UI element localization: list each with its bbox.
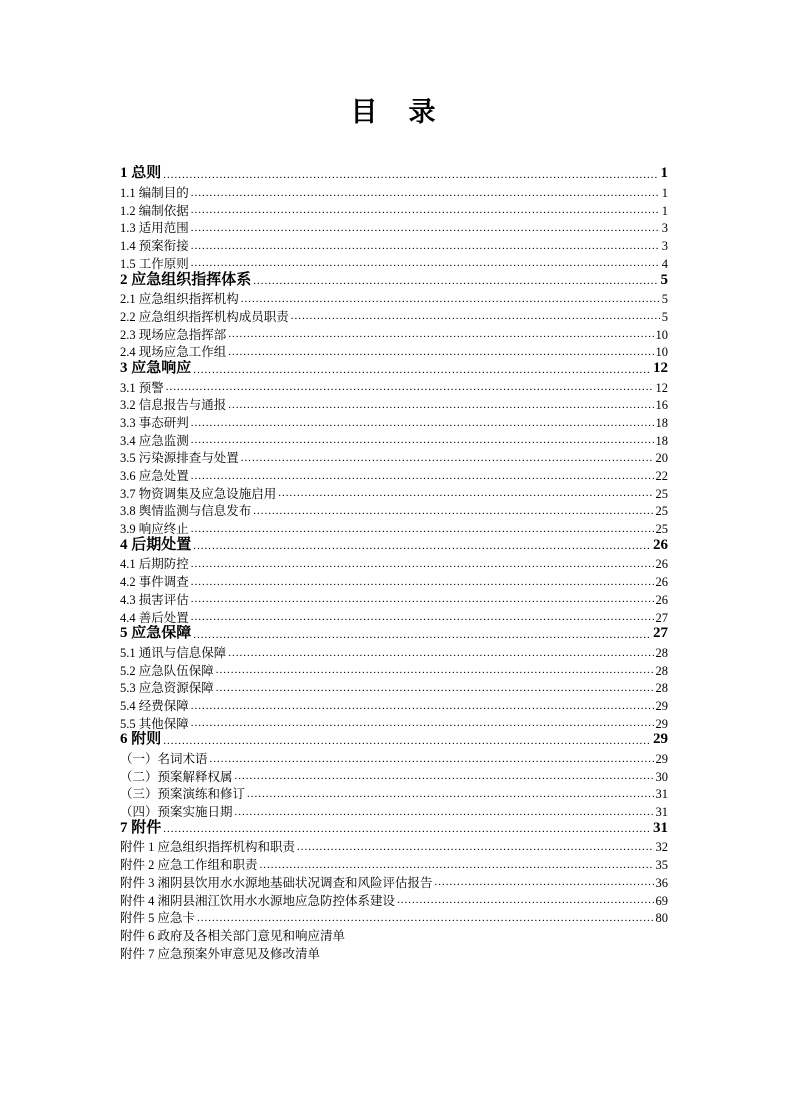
toc-entry [120, 466, 668, 484]
toc-entry-label: 3.3 事态研判 [120, 415, 189, 430]
toc-entry [120, 430, 668, 448]
toc-dot-leader [278, 487, 653, 501]
toc-entry [120, 713, 668, 731]
toc-entry [120, 377, 668, 395]
toc-entry-page: 16 [655, 398, 668, 413]
toc-entry-page: 26 [655, 592, 668, 607]
toc-entry-page: 18 [655, 433, 668, 448]
toc-dot-leader [228, 328, 653, 342]
toc-entry-label: 2.4 现场应急工作组 [120, 345, 227, 360]
toc-dot-leader [228, 399, 653, 413]
toc-entry [120, 448, 668, 466]
toc-entry-page: 3 [661, 221, 668, 236]
toc-entry-page: 28 [655, 681, 668, 696]
toc-dot-leader [191, 558, 654, 572]
toc-dot-leader [228, 647, 653, 661]
toc-entry-page: 20 [655, 451, 668, 466]
toc-entry-label: 3.2 信息报告与通报 [120, 398, 227, 413]
toc-dot-leader [253, 505, 653, 519]
toc-entry-label: 4 后期处置 [120, 536, 192, 553]
toc-entry [120, 483, 668, 501]
toc-entry-label: 附件 3 湘阴县饮用水水源地基础状况调查和风险评估报告 [120, 875, 433, 890]
toc-entry-page: 80 [655, 911, 668, 926]
toc-entry [120, 501, 668, 519]
toc-entry-label: 2.3 现场应急指挥部 [120, 327, 227, 342]
toc-dot-leader [191, 523, 654, 537]
toc-entry-label: 3.8 舆情监测与信息发布 [120, 504, 252, 519]
toc-entry-label: 1 总则 [120, 165, 162, 182]
toc-entry-label: 5.2 应急队伍保障 [120, 663, 214, 678]
toc-entry-label: 4.1 后期防控 [120, 557, 189, 572]
toc-entry [120, 943, 668, 961]
toc-entry [120, 289, 668, 307]
toc-entry [120, 855, 668, 873]
toc-entry-page: 29 [655, 698, 668, 713]
toc-entry-page: 29 [653, 731, 668, 748]
toc-entry [120, 236, 668, 254]
toc-entry-page: 31 [653, 819, 668, 836]
toc-entry [120, 342, 668, 360]
toc-entry-page: 4 [661, 256, 668, 271]
toc-entry-page: 10 [655, 345, 668, 360]
toc-entry-label: 2 应急组织指挥体系 [120, 271, 252, 288]
toc-dot-leader [193, 364, 651, 378]
page-title: 目 录 [350, 97, 438, 127]
toc-dot-leader [297, 841, 653, 855]
toc-entry-page: 31 [655, 787, 668, 802]
toc-entry-label: 5.3 应急资源保障 [120, 681, 214, 696]
toc-dot-leader [191, 593, 654, 607]
toc-entry [120, 643, 668, 661]
toc-entry [120, 554, 668, 572]
toc-entry [120, 519, 668, 537]
toc-entry-page: 25 [655, 486, 668, 501]
toc-entry [120, 890, 668, 908]
toc-entry [120, 784, 668, 802]
toc-entry-label: 1.4 预案衔接 [120, 239, 189, 254]
toc-entry [120, 837, 668, 855]
toc-dot-leader [191, 470, 654, 484]
toc-entry-page: 5 [661, 292, 668, 307]
toc-dot-leader [210, 753, 654, 767]
toc-entry-label: 附件 6 政府及各相关部门意见和响应清单 [120, 928, 346, 943]
toc-entry-label: 3.6 应急处置 [120, 469, 189, 483]
toc-entry [120, 413, 668, 431]
toc-dot-leader [193, 629, 651, 643]
toc-entry-page: 35 [655, 858, 668, 873]
toc-entry [120, 360, 668, 378]
toc-dot-leader [163, 823, 651, 837]
toc-entry-label: 3.4 应急监测 [120, 433, 189, 448]
toc-entry-page: 1 [661, 186, 668, 200]
toc-entry-label: 附件 5 应急卡 [120, 911, 196, 926]
toc-entry [120, 731, 668, 749]
toc-dot-leader [191, 417, 654, 431]
toc-dot-leader [397, 894, 653, 908]
toc-entry [120, 253, 668, 271]
toc-entry [120, 660, 668, 678]
toc-entry-page: 28 [655, 663, 668, 678]
toc-entry [120, 324, 668, 342]
toc-entry [120, 165, 668, 183]
toc-entry-label: 附件 1 应急组织指挥机构和职责 [120, 840, 296, 855]
toc-dot-leader [235, 770, 654, 784]
toc-entry [120, 873, 668, 891]
toc-dot-leader [163, 169, 658, 183]
toc-entry-page: 27 [655, 610, 668, 625]
toc-dot-leader [191, 187, 660, 201]
toc-entry-label: 3.1 预警 [120, 380, 164, 395]
toc-entry-label: 7 附件 [120, 819, 162, 836]
toc-entry-page: 30 [655, 769, 668, 784]
toc-entry-label: （二）预案解释权属 [120, 769, 233, 784]
toc-entry-label: 附件 4 湘阴县湘江饮用水水源地应急防控体系建设 [120, 893, 396, 908]
toc-entry-label: 5.4 经费保障 [120, 698, 189, 713]
toc-entry [120, 395, 668, 413]
toc-entry [120, 218, 668, 236]
toc-entry-page: 12 [655, 380, 668, 395]
toc-dot-leader [253, 275, 658, 289]
toc-dot-leader [241, 452, 654, 466]
toc-entry [120, 271, 668, 289]
toc-entry-page: 25 [655, 522, 668, 537]
toc-dot-leader [197, 912, 653, 926]
toc-dot-leader [191, 434, 654, 448]
toc-dot-leader [163, 735, 651, 749]
toc-entry-page: 10 [655, 327, 668, 342]
toc-dot-leader [291, 310, 660, 324]
toc-entry-label: 4.3 损害评估 [120, 592, 189, 607]
toc-entry-label: 2.2 应急组织指挥机构成员职责 [120, 309, 289, 324]
toc-entry-page: 29 [655, 752, 668, 766]
toc-entry [120, 607, 668, 625]
toc-entry [120, 802, 668, 820]
toc-entry-label: （三）预案演练和修订 [120, 787, 246, 802]
toc-entry [120, 536, 668, 554]
toc-entry [120, 749, 668, 767]
toc-dot-leader [191, 240, 660, 254]
toc-entry-page: 25 [655, 504, 668, 519]
toc-entry-label: 1.3 适用范围 [120, 221, 189, 236]
toc-entry [120, 908, 668, 926]
toc-entry-label: 1.2 编制依据 [120, 203, 189, 218]
toc-dot-leader [191, 222, 660, 236]
toc-entry-page: 22 [655, 469, 668, 483]
toc-entry-page: 32 [655, 840, 668, 855]
toc-dot-leader [166, 381, 654, 395]
toc-dot-leader [191, 576, 654, 590]
toc-entry-label: 1.1 编制目的 [120, 186, 189, 200]
toc-entry-page: 28 [655, 645, 668, 660]
toc-entry-label: 附件 7 应急预案外审意见及修改清单 [120, 946, 321, 961]
toc-dot-leader [191, 611, 654, 625]
toc-entry [120, 926, 668, 944]
toc-entry-page: 29 [655, 716, 668, 731]
toc-entry [120, 766, 668, 784]
toc-entry-page: 12 [653, 360, 668, 376]
toc-entry-page: 26 [653, 536, 668, 553]
toc-dot-leader [228, 346, 653, 360]
toc-entry-label: 4.4 善后处置 [120, 610, 189, 625]
toc-dot-leader [435, 876, 654, 890]
toc-entry-label: 4.2 事件调查 [120, 575, 189, 590]
toc-entry [120, 696, 668, 714]
toc-entry-page: 1 [661, 203, 668, 218]
toc-dot-leader [191, 717, 654, 731]
toc-dot-leader [191, 700, 654, 714]
toc-entry [120, 590, 668, 608]
toc-entry-page: 69 [655, 893, 668, 908]
toc-entry-label: 3.5 污染源排查与处置 [120, 451, 239, 466]
toc-entry-label: 5.1 通讯与信息保障 [120, 645, 227, 660]
toc-entry-page: 27 [653, 625, 668, 642]
toc-entry [120, 625, 668, 643]
toc-entry-label: （一）名词术语 [120, 752, 208, 766]
toc-entry-label: 5 应急保障 [120, 625, 192, 642]
toc-dot-leader [216, 664, 654, 678]
toc-entry [120, 819, 668, 837]
toc-dot-leader [193, 540, 651, 554]
toc-entry-page: 31 [655, 805, 668, 820]
toc-entry-label: 6 附则 [120, 731, 162, 748]
toc-entry-page: 26 [655, 575, 668, 590]
toc-entry-page: 1 [660, 165, 668, 182]
toc-entry [120, 678, 668, 696]
toc-dot-leader [260, 859, 654, 873]
toc-entry-page: 5 [661, 309, 668, 324]
toc-list [120, 165, 668, 961]
toc-entry [120, 200, 668, 218]
toc-entry-page: 26 [655, 557, 668, 572]
toc-entry [120, 307, 668, 325]
toc-entry [120, 572, 668, 590]
toc-entry-label: 1.5 工作原则 [120, 256, 189, 271]
toc-entry-label: 附件 2 应急工作组和职责 [120, 858, 258, 873]
toc-entry-page: 36 [655, 875, 668, 890]
toc-entry-label: 5.5 其他保障 [120, 716, 189, 731]
toc-dot-leader [191, 204, 660, 218]
toc-dot-leader [216, 682, 654, 696]
toc-entry-label: （四）预案实施日期 [120, 805, 233, 820]
toc-entry-page: 3 [661, 239, 668, 254]
toc-dot-leader [247, 788, 653, 802]
toc-entry-label: 3 应急响应 [120, 360, 192, 376]
toc-dot-leader [191, 257, 660, 271]
toc-dot-leader [235, 806, 654, 820]
toc-entry-label: 3.9 响应终止 [120, 522, 189, 537]
toc-entry-page: 18 [655, 415, 668, 430]
toc-entry-label: 2.1 应急组织指挥机构 [120, 292, 239, 307]
toc-dot-leader [241, 293, 660, 307]
toc-entry-page: 5 [660, 271, 668, 288]
toc-entry-label: 3.7 物资调集及应急设施启用 [120, 486, 277, 501]
toc-entry [120, 183, 668, 201]
